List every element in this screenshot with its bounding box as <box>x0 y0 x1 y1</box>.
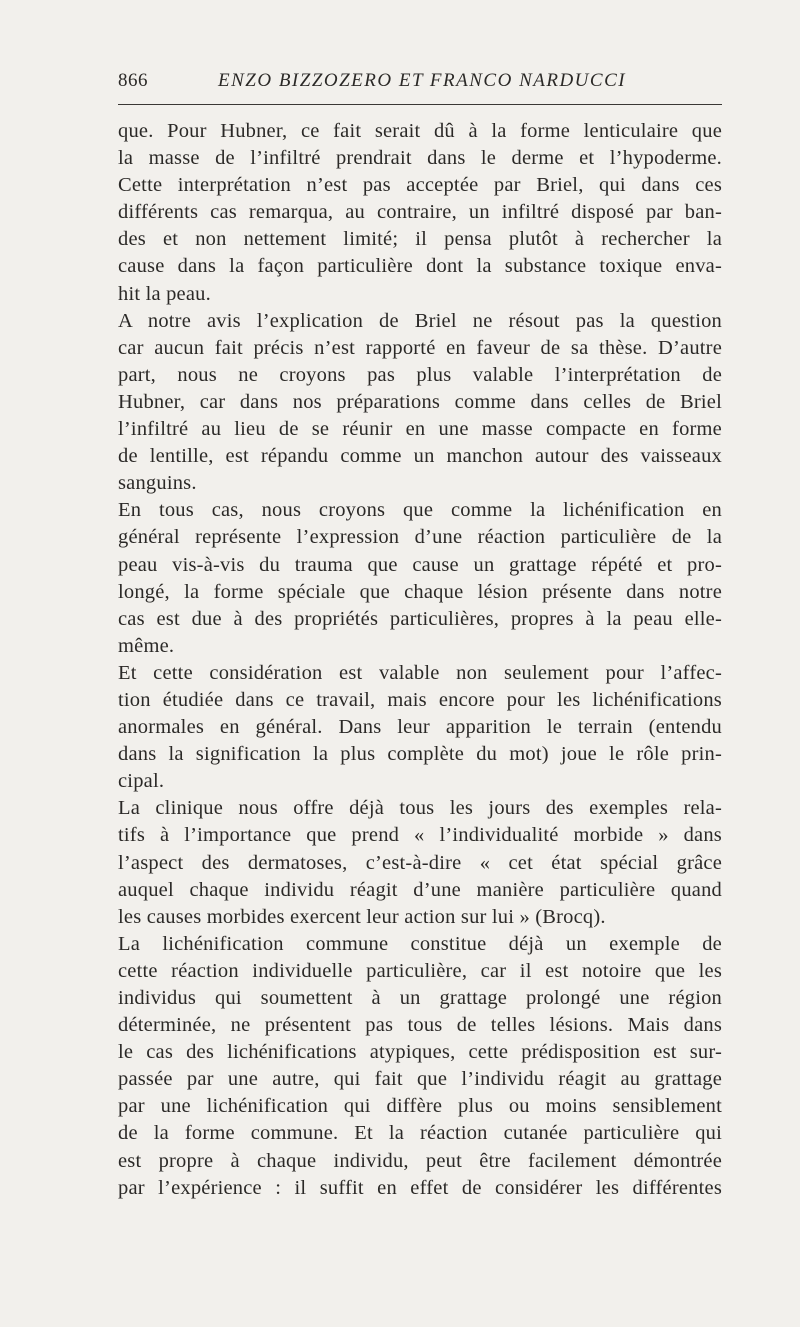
text-line: cette réaction individuelle particulière, car il est notoire que les <box>118 959 722 982</box>
text-line: sanguins. <box>118 472 197 495</box>
text-line: est propre à chaque individu, peut être facilement démontrée <box>118 1149 722 1172</box>
text-line: part, nous ne croyons pas plus valable l’interprétation de <box>118 363 722 386</box>
text-line: auquel chaque individu réagit d’une manière particulière quand <box>118 878 722 901</box>
text-line: déterminée, ne présentent pas tous de telles lésions. Mais dans <box>118 1014 722 1037</box>
text-line: général représente l’expression d’une réaction particulière de la <box>118 526 722 549</box>
text-line: A notre avis l’explication de Briel ne résout pas la question <box>118 309 722 332</box>
text-line: anormales en général. Dans leur apparition le terrain (entendu <box>118 716 722 739</box>
body-text <box>118 118 722 1202</box>
text-line: le cas des lichénifications atypiques, cette prédisposition est sur- <box>118 1041 722 1064</box>
text-line: tion étudiée dans ce travail, mais encore pour les lichénifications <box>118 688 722 711</box>
text-line: tifs à l’importance que prend « l’individualité morbide » dans <box>118 824 722 847</box>
text-line: Et cette considération est valable non seulement pour l’affec- <box>118 661 722 684</box>
text-line: même. <box>118 634 175 657</box>
text-line: peau vis-à-vis du trauma que cause un grattage répété et pro- <box>118 553 722 576</box>
text-line: passée par une autre, qui fait que l’individu réagit au grattage <box>118 1068 722 1091</box>
text-line: l’infiltré au lieu de se réunir en une masse compacte en forme <box>118 418 722 441</box>
text-line: cipal. <box>118 770 165 793</box>
text-line: cas est due à des propriétés particulières, propres à la peau elle- <box>118 607 722 630</box>
running-title: ENZO BIZZOZERO ET FRANCO NARDUCCI <box>218 70 627 91</box>
text-line: l’aspect des dermatoses, c’est-à-dire « cet état spécial grâce <box>118 851 722 874</box>
text-line: Hubner, car dans nos préparations comme dans celles de Briel <box>118 390 722 413</box>
running-header <box>118 70 722 100</box>
text-line: longé, la forme spéciale que chaque lésion présente dans notre <box>118 580 722 603</box>
text-line: dans la signification la plus complète du mot) joue le rôle prin- <box>118 743 722 766</box>
text-line: que. Pour Hubner, ce fait serait dû à la forme lenticulaire que <box>118 120 722 142</box>
text-line: individus qui soumettent à un grattage prolongé une région <box>118 987 722 1009</box>
header-rule <box>118 104 722 105</box>
text-line: différents cas remarqua, au contraire, un infiltré disposé par ban- <box>118 201 722 224</box>
text-line: par l’expérience : il suffit en effet de considérer les différentes <box>118 1176 722 1199</box>
text-line: des et non nettement limité; il pensa plutôt à rechercher la <box>118 228 722 251</box>
text-line: hit la peau. <box>118 282 211 305</box>
text-line: la masse de l’infiltré prendrait dans le derme et l’hypoderme. <box>118 147 722 170</box>
text-line: de lentille, est répandu comme un manchon autour des vaisseaux <box>118 445 722 468</box>
text-line: La clinique nous offre déjà tous les jours des exemples rela- <box>118 797 722 820</box>
page-number: 866 <box>118 70 148 91</box>
text-line: Cette interprétation n’est pas acceptée par Briel, qui dans ces <box>118 174 722 197</box>
text-line: les causes morbides exercent leur action sur lui » (Brocq). <box>118 905 606 928</box>
text-line: La lichénification commune constitue déjà un exemple de <box>118 932 722 955</box>
text-line: par une lichénification qui diffère plus ou moins sensiblement <box>118 1095 722 1118</box>
text-line: En tous cas, nous croyons que comme la lichénification en <box>118 499 722 522</box>
text-line: cause dans la façon particulière dont la substance toxique enva- <box>118 255 722 278</box>
text-line: de la forme commune. Et la réaction cutanée particulière qui <box>118 1122 722 1145</box>
text-line: car aucun fait précis n’est rapporté en faveur de sa thèse. D’autre <box>118 336 722 359</box>
